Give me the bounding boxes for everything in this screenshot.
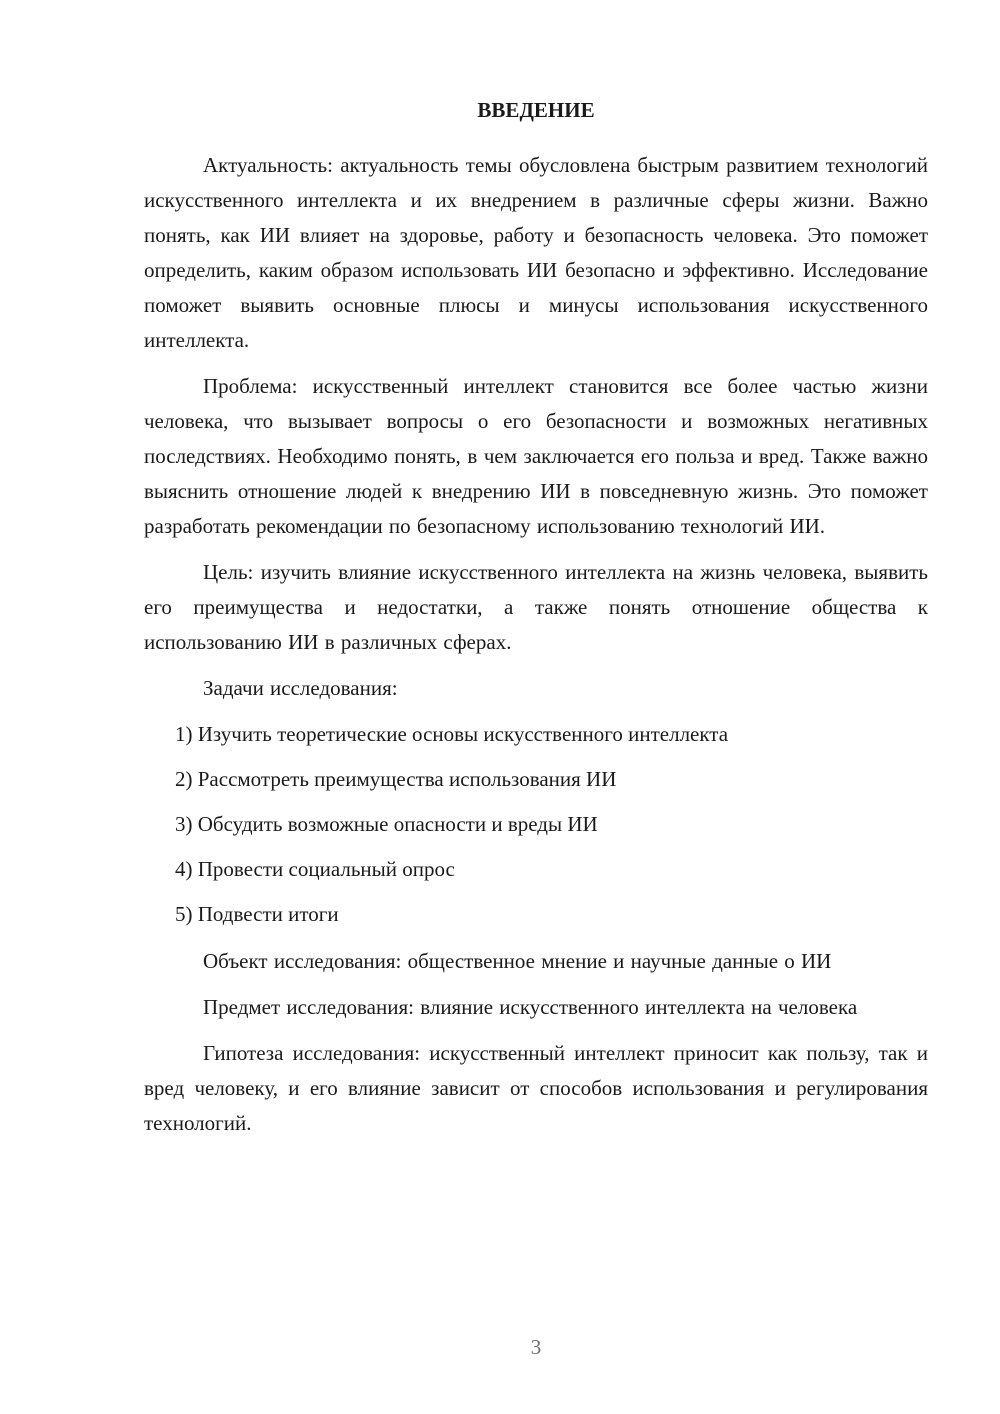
paragraph-subject: Предмет исследования: влияние искусственного интеллекта на человека xyxy=(203,995,858,1019)
paragraph-relevance: Актуальность: актуальность темы обусловлена быстрым развитием технологий искусственного интеллекта и их внедрением в различные сферы жизни. Важно понять, как ИИ влияет на здоровье, работу и безопасность человека. Это поможет определить, каким образом использовать ИИ безопасно и эффективно. Исследование поможет выявить основные плюсы и минусы использования искусственного интеллекта. xyxy=(144,153,928,352)
page-number: 3 xyxy=(530,1335,542,1359)
list-item: 3) Обсудить возможные опасности и вреды ИИ xyxy=(175,812,598,836)
paragraph-problem: Проблема: искусственный интеллект становится все более частью жизни человека, что вызывает вопросы о его безопасности и возможных негативных последствиях. Необходимо понять, в чем заключается его польза и вред. Также важно выяснить отношение людей к внедрению ИИ в повседневную жизнь. Это поможет разработать рекомендации по безопасному использованию технологий ИИ. xyxy=(144,374,928,538)
section-heading: ВВЕДЕНИЕ xyxy=(477,98,595,122)
document-page xyxy=(144,96,928,1141)
paragraph-hypothesis: Гипотеза исследования: искусственный интеллект приносит как пользу, так и вред человеку, и его влияние зависит от способов использования и регулирования технологий. xyxy=(144,1041,928,1135)
list-item: 4) Провести социальный опрос xyxy=(175,857,455,881)
list-item: 1) Изучить теоретические основы искусственного интеллекта xyxy=(175,722,729,746)
paragraph-tasks-intro: Задачи исследования: xyxy=(203,676,398,700)
list-item: 5) Подвести итоги xyxy=(175,902,339,926)
paragraph-object: Объект исследования: общественное мнение и научные данные о ИИ xyxy=(203,949,832,973)
paragraph-goal: Цель: изучить влияние искусственного интеллекта на жизнь человека, выявить его преимущества и недостатки, а также понять отношение общества к использованию ИИ в различных сферах. xyxy=(144,560,928,654)
list-item: 2) Рассмотреть преимущества использования ИИ xyxy=(175,767,617,791)
tasks-list xyxy=(144,717,928,932)
